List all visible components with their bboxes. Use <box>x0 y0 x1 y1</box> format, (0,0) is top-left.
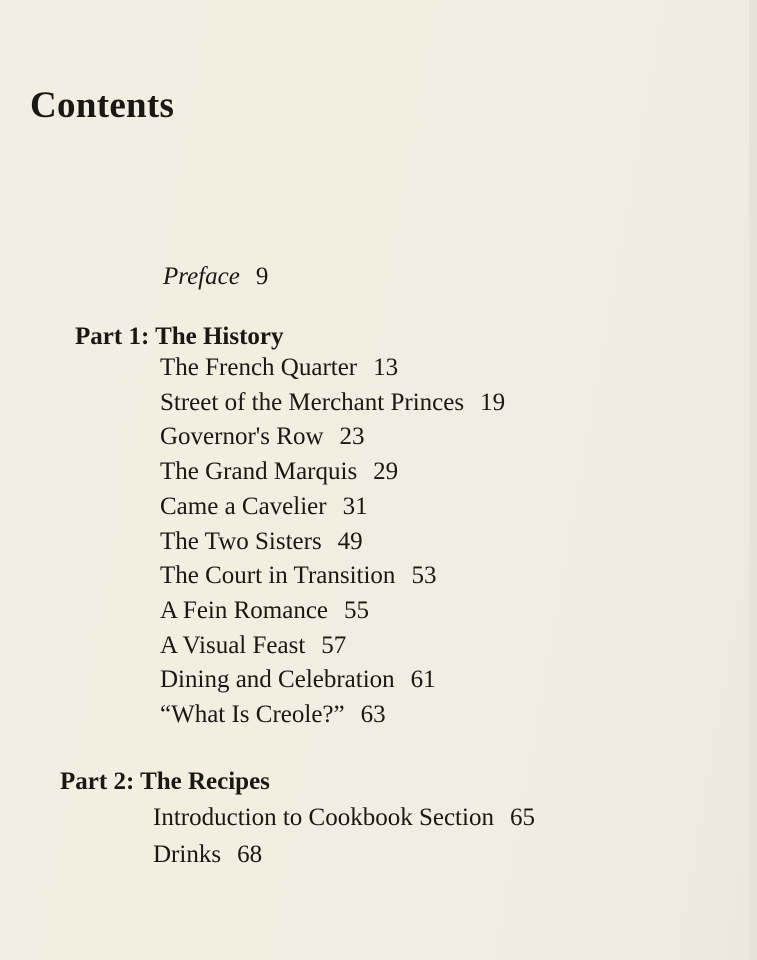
toc-entry <box>153 840 262 870</box>
entry-page: 29 <box>373 458 399 486</box>
toc-entry <box>153 803 535 833</box>
entry-label: Introduction to Cookbook Section <box>153 804 494 831</box>
entry-page: 23 <box>339 423 365 451</box>
toc-entry <box>160 700 386 730</box>
entry-label: Came a Cavelier <box>160 492 327 520</box>
part-1-heading: Part 1: The History <box>75 323 284 350</box>
entry-label: The Court in Transition <box>160 562 396 590</box>
entry-page: 68 <box>237 841 263 868</box>
toc-entry-preface <box>163 262 268 292</box>
entry-label: Drinks <box>153 841 222 868</box>
entry-label: Dining and Celebration <box>160 666 395 694</box>
toc-entry <box>160 422 365 452</box>
entry-label: The Two Sisters <box>160 527 322 555</box>
entry-page: 49 <box>337 527 363 555</box>
entry-page: 57 <box>321 631 347 659</box>
toc-entry <box>160 527 363 557</box>
entry-page: 19 <box>480 388 506 416</box>
entry-label: “What Is Creole?” <box>160 701 345 728</box>
entry-label: A Visual Feast <box>160 631 306 659</box>
entry-page: 53 <box>411 562 437 590</box>
entry-page: 55 <box>344 596 370 624</box>
toc-entry <box>160 492 368 522</box>
entry-label: The French Quarter <box>160 354 358 381</box>
entry-page: 31 <box>342 492 368 520</box>
entry-page: 61 <box>410 666 436 694</box>
entry-page: 13 <box>373 354 399 381</box>
page-title: Contents <box>30 85 175 126</box>
entry-page: 65 <box>509 804 535 831</box>
toc-entry <box>160 665 436 695</box>
toc-entry <box>160 561 436 591</box>
entry-label: Street of the Merchant Princes <box>160 388 465 416</box>
entry-label: Governor's Row <box>160 423 324 451</box>
entry-label: The Grand Marquis <box>160 458 358 486</box>
toc-entry <box>160 353 398 383</box>
part-2-heading: Part 2: The Recipes <box>60 768 270 795</box>
entry-label: Preface <box>163 263 240 290</box>
toc-entry <box>160 596 369 626</box>
toc-entry <box>160 388 505 418</box>
toc-entry <box>160 457 398 487</box>
entry-page: 9 <box>255 263 269 290</box>
toc-entry <box>160 631 346 661</box>
page-edge <box>749 0 757 960</box>
entry-page: 63 <box>360 701 386 728</box>
entry-label: A Fein Romance <box>160 596 329 624</box>
